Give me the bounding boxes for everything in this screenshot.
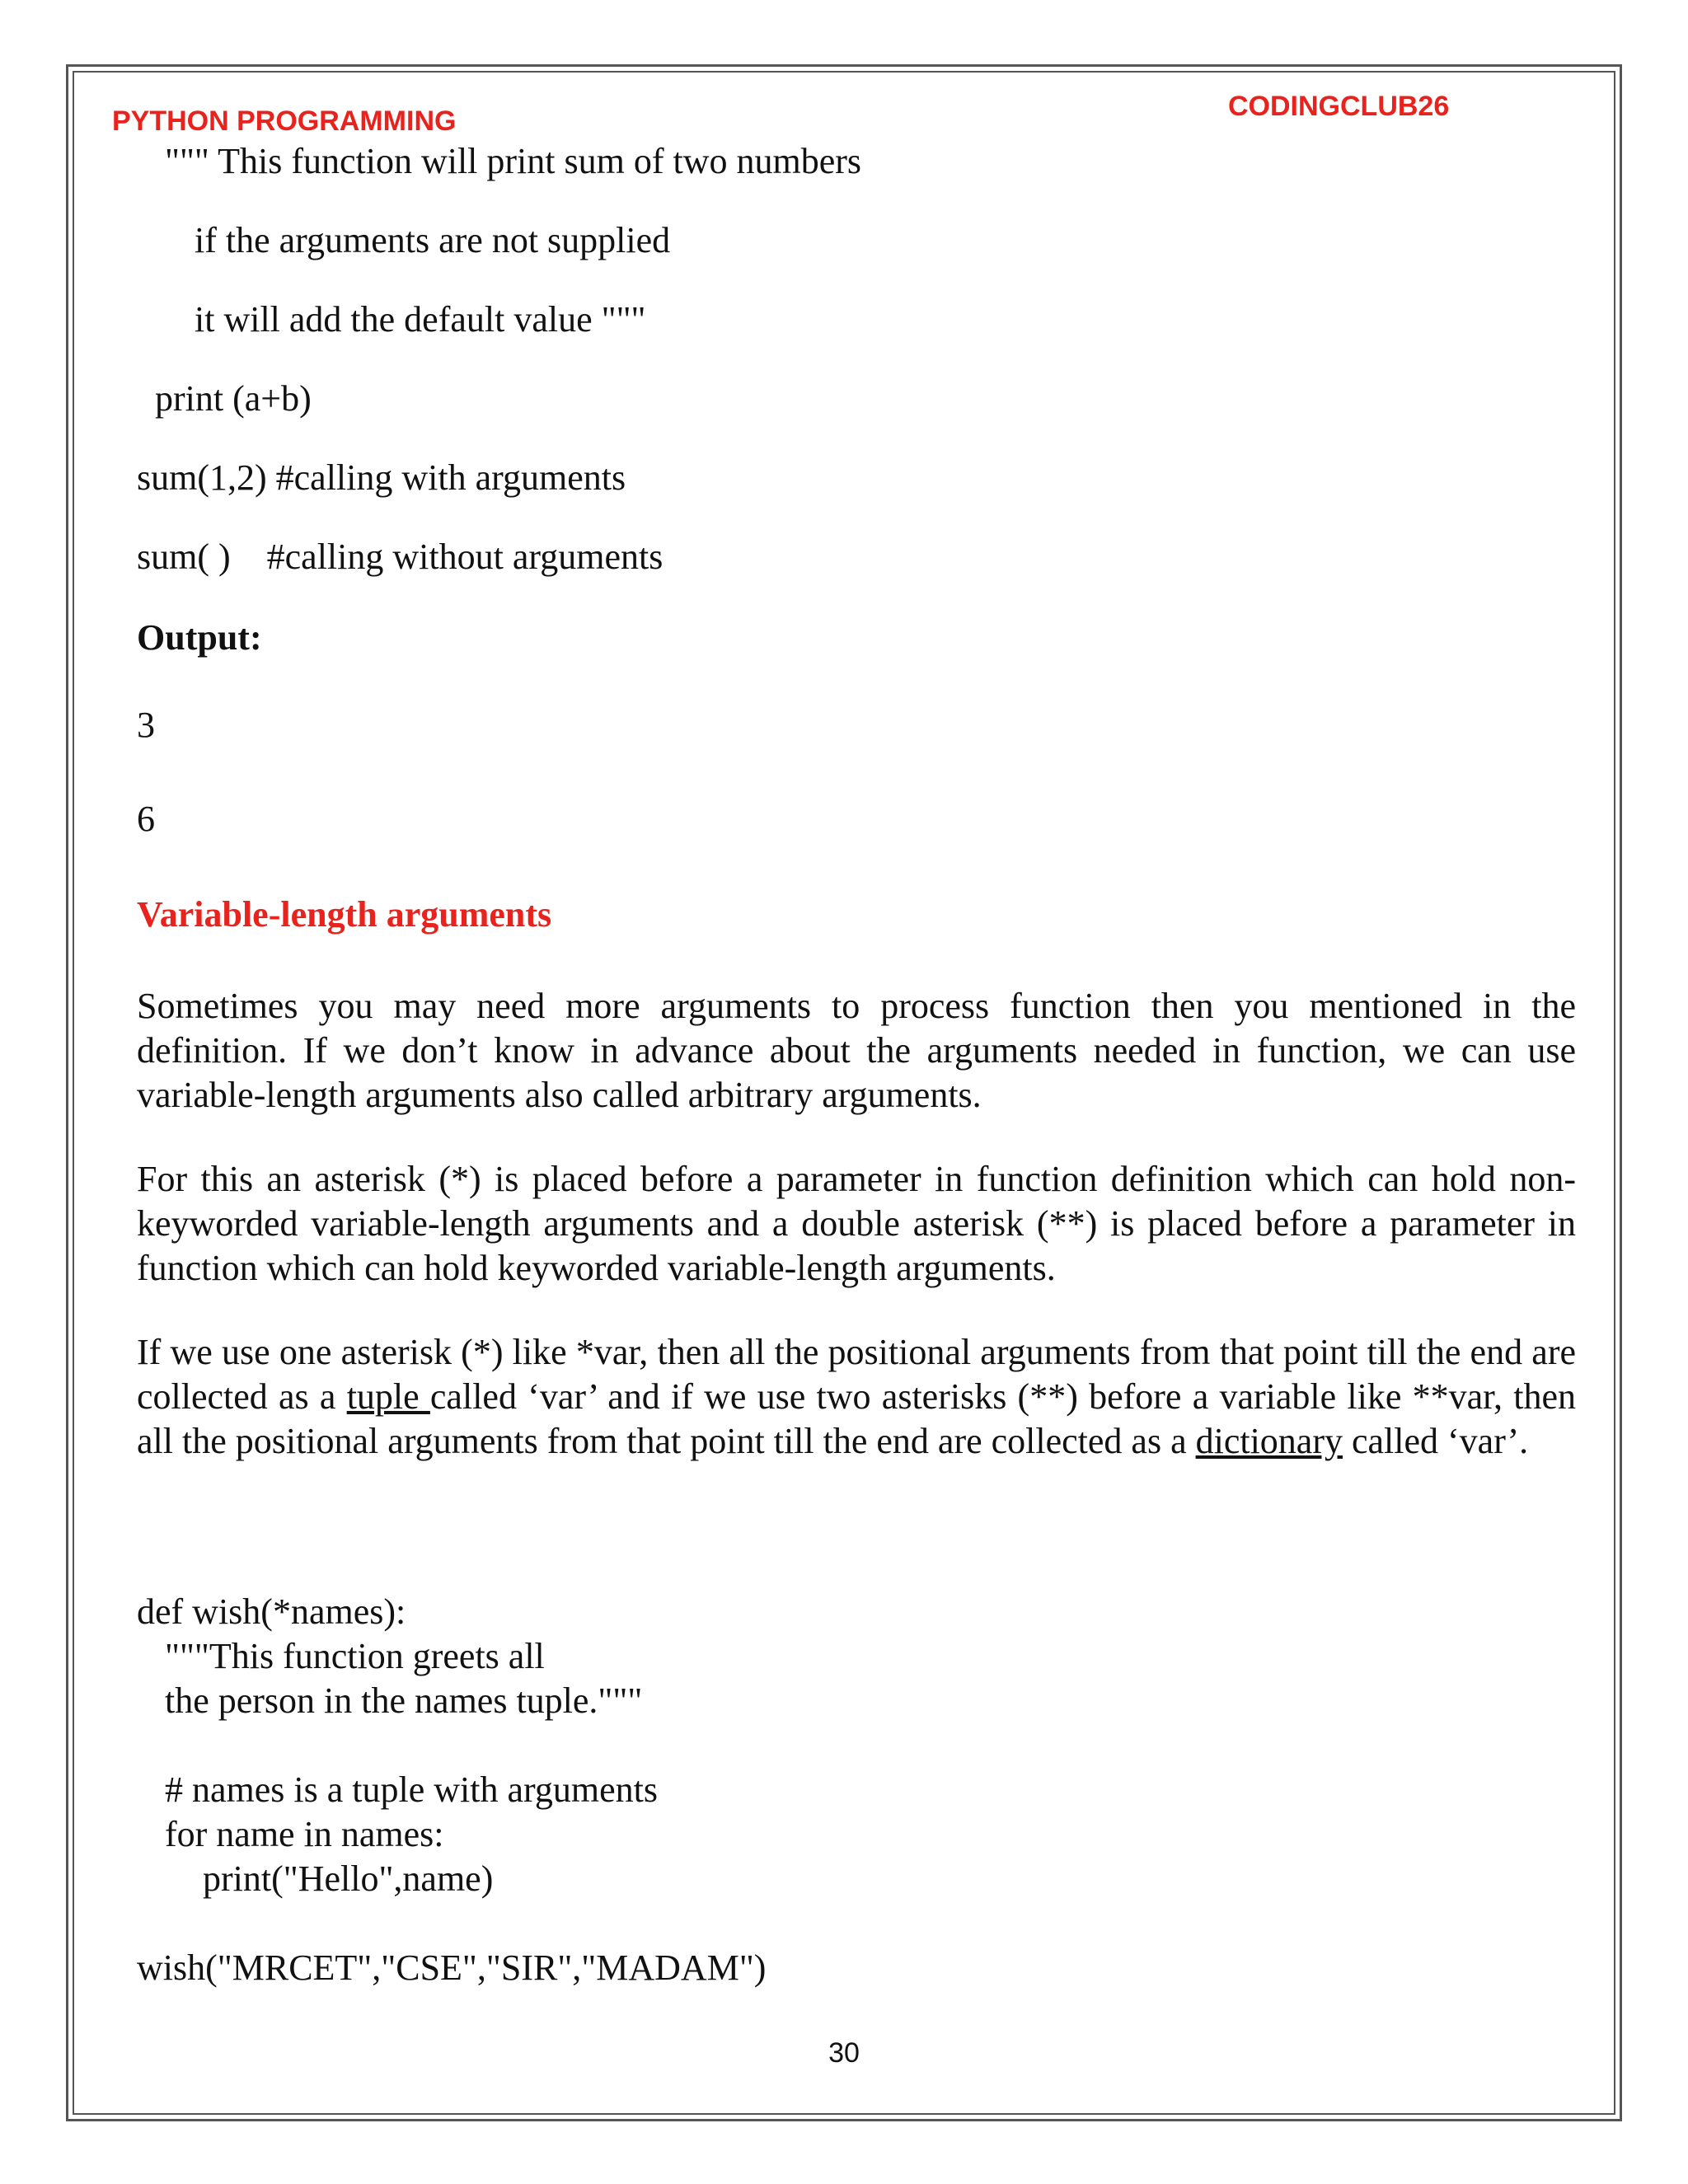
term-dictionary: dictionary bbox=[1195, 1421, 1343, 1461]
header-left: PYTHON PROGRAMMING bbox=[112, 105, 457, 137]
paragraph-3-text: called ‘var’. bbox=[1342, 1421, 1529, 1461]
code-line: it will add the default value """ bbox=[195, 299, 646, 340]
code-line: sum( ) #calling without arguments bbox=[137, 537, 663, 577]
code-line: wish("MRCET","CSE","SIR","MADAM") bbox=[137, 1947, 767, 1988]
output-label: Output: bbox=[137, 617, 262, 658]
code-line: """This function greets all bbox=[165, 1636, 545, 1676]
header-right: CODINGCLUB26 bbox=[1228, 91, 1450, 122]
paragraph-1: Sometimes you may need more arguments to process function then you mentioned in the definition. If we don’t know in advance about the arguments needed in function, we can use variable-length arguments also called arbitrary arguments. bbox=[137, 986, 1576, 1115]
code-line: for name in names: bbox=[165, 1814, 444, 1854]
code-line: the person in the names tuple.""" bbox=[165, 1680, 643, 1721]
paragraph-3 bbox=[137, 1330, 1576, 1464]
code-line: if the arguments are not supplied bbox=[195, 220, 671, 260]
code-line: sum(1,2) #calling with arguments bbox=[137, 457, 626, 498]
code-line: print("Hello",name) bbox=[203, 1858, 494, 1899]
code-line: print (a+b) bbox=[155, 378, 312, 419]
paragraph-3-text: called ‘var’ and if we use two asterisks (**) before a variable like **var, then all the positional arguments from that point till the end are collected as a bbox=[137, 1376, 1576, 1461]
paragraph-3-text: If we use one asterisk (*) like *var, then all the positional arguments from that point till the end are collected as a bbox=[137, 1332, 1576, 1417]
output-value: 3 bbox=[137, 705, 155, 745]
section-title: Variable-length arguments bbox=[137, 894, 552, 935]
code-line: """ This function will print sum of two numbers bbox=[165, 141, 862, 181]
code-line: def wish(*names): bbox=[137, 1591, 406, 1632]
code-line: # names is a tuple with arguments bbox=[165, 1769, 658, 1810]
paragraph-2: For this an asterisk (*) is placed before a parameter in function definition which can hold non-keyworded variable-length arguments and a double asterisk (**) is placed before a parameter in function which can hold keyworded variable-length arguments. bbox=[137, 1159, 1576, 1288]
term-tuple: tuple bbox=[346, 1376, 430, 1417]
output-value: 6 bbox=[137, 799, 155, 839]
page-number: 30 bbox=[828, 2037, 860, 2069]
